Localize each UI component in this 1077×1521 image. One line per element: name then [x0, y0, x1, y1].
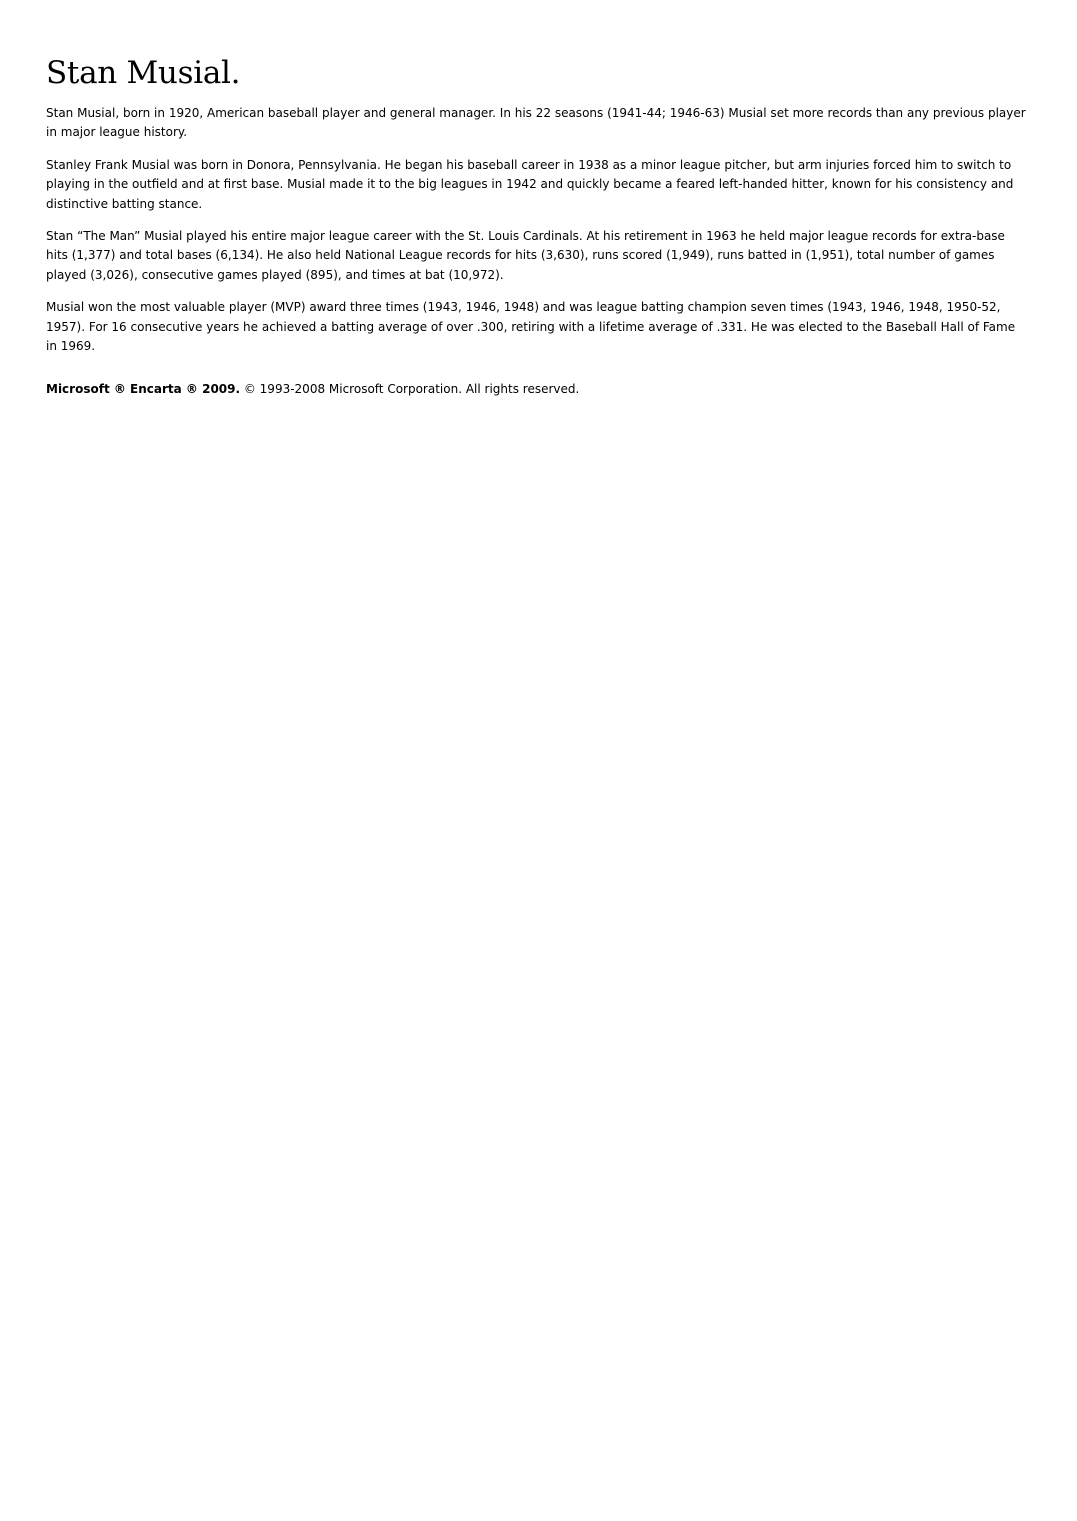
- paragraph-awards: Musial won the most valuable player (MVP) award three times (1943, 1946, 1948) and was league batting champion seven times (1943, 1946, 1948, 1950-52, 1957). For 16 consecutive years he achieved a batting average of over .300, retiring with a lifetime average of .331. He was elected to the Baseball Hall of Fame in 1969.: [46, 300, 1016, 354]
- paragraph-early-career: Stanley Frank Musial was born in Donora, Pennsylvania. He began his baseball career in 1938 as a minor league pitcher, but arm injuries forced him to switch to playing in the outfield and at first base. Musial made it to the big leagues in 1942 and quickly became a feared left-handed hitter, known for his consistency and distinctive batting stance.: [46, 157, 1014, 211]
- article: [46, 52, 1028, 399]
- copyright-footer: [46, 380, 1028, 399]
- article-title: Stan Musial.: [46, 55, 241, 91]
- paragraph-intro: Stan Musial, born in 1920, American baseball player and general manager. In his 22 seasons (1941-44; 1946-63) Musial set more records than any previous player in major league history.: [46, 106, 1026, 140]
- paragraph-cardinals-records: Stan “The Man” Musial played his entire major league career with the St. Louis Cardinals. At his retirement in 1963 he held major league records for extra-base hits (1,377) and total bases (6,134). He also held National League records for hits (3,630), runs scored (1,949), runs batted in (1,951), total number of games played (3,026), consecutive games played (895), and times at bat (10,972).: [46, 229, 1005, 282]
- footer-copyright: © 1993-2008 Microsoft Corporation. All rights reserved.: [240, 382, 580, 397]
- footer-brand: Microsoft ® Encarta ® 2009.: [46, 382, 241, 397]
